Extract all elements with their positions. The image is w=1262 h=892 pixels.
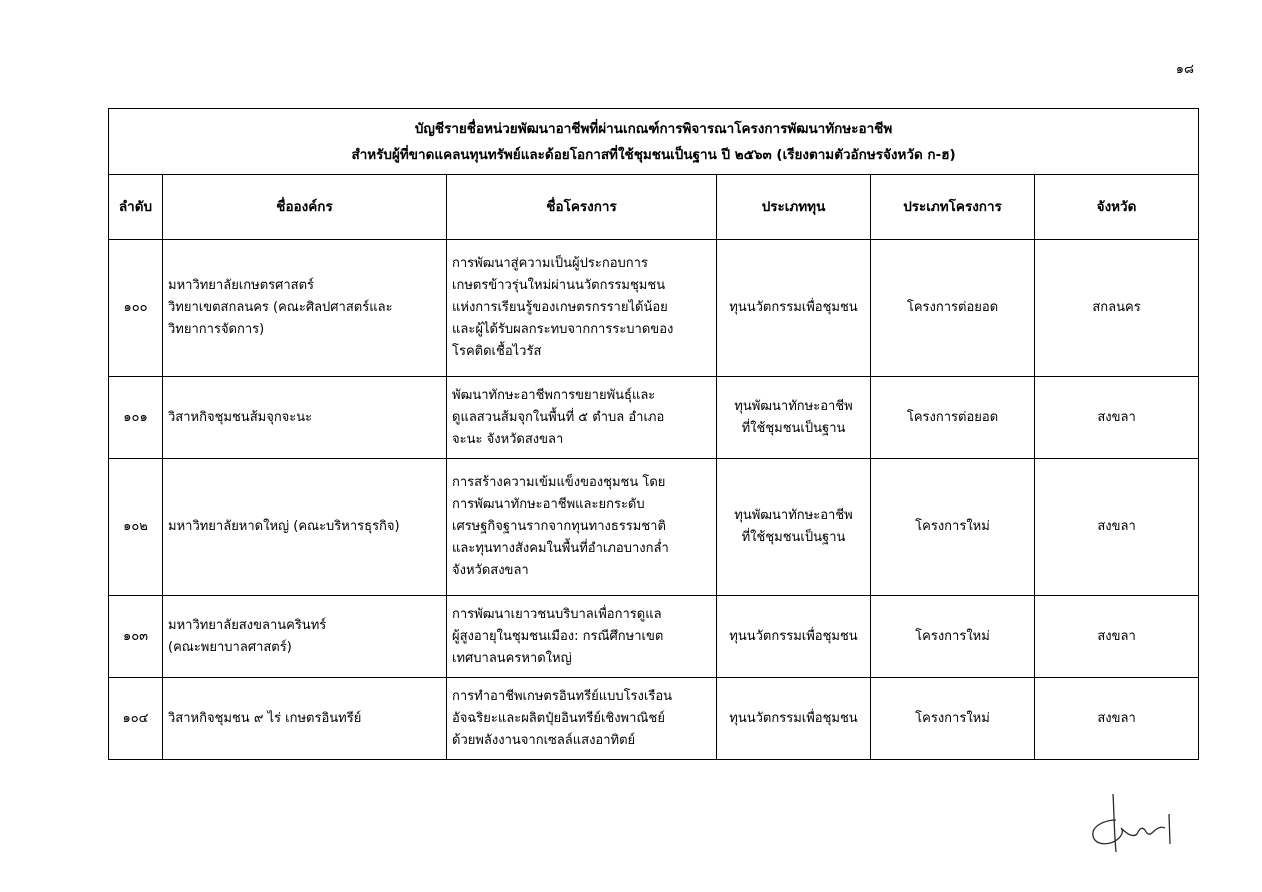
project-line: การทำอาชีพเกษตรอินทรีย์แบบโรงเรือน: [452, 688, 673, 704]
cell-province: สงขลา: [1035, 596, 1199, 678]
cell-project: [447, 596, 717, 678]
cell-fund-type: [717, 459, 871, 596]
project-line: แห่งการเรียนรู้ของเกษตรกรรายได้น้อย: [452, 300, 668, 315]
org-line: มหาวิทยาลัยหาดใหญ่ (คณะบริหารธุรกิจ): [168, 519, 400, 534]
cell-fund-type: [717, 678, 871, 760]
cell-fund-type: [717, 240, 871, 377]
cell-project: [447, 377, 717, 459]
project-line: การสร้างความเข้มแข็งของชุมชน โดย: [452, 475, 666, 490]
header-project-type: ประเภทโครงการ: [871, 175, 1035, 240]
project-line: ดูแลสวนส้มจุกในพื้นที่ ๕ ตำบล อำเภอ: [452, 409, 665, 425]
project-table: [108, 108, 1199, 760]
project-line: จะนะ จังหวัดสงขลา: [452, 431, 564, 447]
cell-fund-type: [717, 596, 871, 678]
cell-org: [163, 377, 447, 459]
cell-project-type: โครงการต่อยอด: [871, 377, 1035, 459]
org-line: มหาวิทยาลัยสงขลานครินทร์: [168, 617, 327, 633]
cell-province: สงขลา: [1035, 459, 1199, 596]
cell-project: [447, 678, 717, 760]
project-line: ผู้สูงอายุในชุมชนเมือง: กรณีศึกษาเขต: [452, 628, 664, 644]
cell-org: [163, 596, 447, 678]
cell-project-type: โครงการใหม่: [871, 678, 1035, 760]
org-line: วิทยาเขตสกลนคร (คณะศิลปศาสตร์และ: [168, 300, 393, 315]
project-line: ด้วยพลังงานจากเซลล์แสงอาทิตย์: [452, 732, 636, 748]
signature-image: [1083, 790, 1173, 860]
fund_type-line: ที่ใช้ชุมชนเป็นฐาน: [741, 420, 846, 436]
cell-project: [447, 459, 717, 596]
table-row: [109, 459, 1199, 596]
project-line: และผู้ได้รับผลกระทบจากการระบาดของ: [452, 322, 674, 337]
fund_type-line: ทุนนวัตกรรมเพื่อชุมชน: [729, 710, 858, 726]
project-line: เศรษฐกิจฐานรากจากทุนทางธรรมชาติ: [452, 519, 666, 534]
header-fund-type: ประเภททุน: [717, 175, 871, 240]
project-line: จังหวัดสงขลา: [452, 563, 529, 578]
org-line: มหาวิทยาลัยเกษตรศาสตร์: [168, 278, 315, 293]
cell-org: [163, 459, 447, 596]
header-row: [109, 175, 1199, 240]
fund_type-line: ทุนนวัตกรรมเพื่อชุมชน: [729, 300, 858, 315]
org-line: วิทยาการจัดการ): [168, 322, 265, 337]
cell-order: ๑๐๑: [109, 377, 163, 459]
cell-order: ๑๐๓: [109, 596, 163, 678]
cell-province: สงขลา: [1035, 678, 1199, 760]
project-line: พัฒนาทักษะอาชีพการขยายพันธุ์และ: [452, 387, 656, 403]
header-order: ลำดับ: [109, 175, 163, 240]
cell-project-type: โครงการต่อยอด: [871, 240, 1035, 377]
fund_type-line: ทุนนวัตกรรมเพื่อชุมชน: [729, 628, 858, 644]
project-line: เทศบาลนครหาดใหญ่: [452, 650, 572, 666]
project-line: อัจฉริยะและผลิตปุ๋ยอินทรีย์เชิงพาณิชย์: [452, 710, 665, 726]
cell-org: [163, 678, 447, 760]
cell-province: สงขลา: [1035, 377, 1199, 459]
cell-project: [447, 240, 717, 377]
cell-project-type: โครงการใหม่: [871, 459, 1035, 596]
cell-order: ๑๐๐: [109, 240, 163, 377]
org-line: วิสาหกิจชุมชนส้มจุกจะนะ: [168, 409, 313, 425]
project-line: การพัฒนาเยาวชนบริบาลเพื่อการดูแล: [452, 606, 662, 622]
project-line: การพัฒนาสู่ความเป็นผู้ประกอบการ: [452, 256, 648, 271]
cell-order: ๑๐๒: [109, 459, 163, 596]
cell-org: [163, 240, 447, 377]
fund_type-line: ที่ใช้ชุมชนเป็นฐาน: [741, 530, 846, 545]
table-title: [109, 109, 1199, 175]
title-line-2: สำหรับผู้ที่ขาดแคลนทุนทรัพย์และด้อยโอกาสที่ใช้ชุมชนเป็นฐาน ปี ๒๕๖๓ (เรียงตามตัวอักษรจังหวัด ก-ฮ): [351, 146, 956, 163]
project-line: เกษตรข้าวรุ่นใหม่ผ่านนวัตกรรมชุมชน: [452, 278, 666, 293]
org-line: วิสาหกิจชุมชน ๙ ไร่ เกษตรอินทรีย์: [168, 710, 362, 726]
project-line: การพัฒนาทักษะอาชีพและยกระดับ: [452, 497, 645, 512]
table-row: [109, 596, 1199, 678]
table-row: [109, 240, 1199, 377]
title-line-1: บัญชีรายชื่อหน่วยพัฒนาอาชีพที่ผ่านเกณฑ์การพิจารณาโครงการพัฒนาทักษะอาชีพ: [414, 120, 893, 137]
table-row: [109, 377, 1199, 459]
cell-fund-type: [717, 377, 871, 459]
fund_type-line: ทุนพัฒนาทักษะอาชีพ: [734, 508, 853, 523]
cell-order: ๑๐๔: [109, 678, 163, 760]
cell-province: สกลนคร: [1035, 240, 1199, 377]
fund_type-line: ทุนพัฒนาทักษะอาชีพ: [734, 398, 853, 414]
table-row: [109, 678, 1199, 760]
project-line: โรคติดเชื้อไวรัส: [452, 344, 542, 359]
header-project: ชื่อโครงการ: [447, 175, 717, 240]
cell-project-type: โครงการใหม่: [871, 596, 1035, 678]
org-line: (คณะพยาบาลศาสตร์): [168, 639, 292, 655]
header-province: จังหวัด: [1035, 175, 1199, 240]
page-number: ๑๘: [1175, 62, 1194, 77]
header-org: ชื่อองค์กร: [163, 175, 447, 240]
project-line: และทุนทางสังคมในพื้นที่อำเภอบางกล่ำ: [452, 541, 669, 556]
